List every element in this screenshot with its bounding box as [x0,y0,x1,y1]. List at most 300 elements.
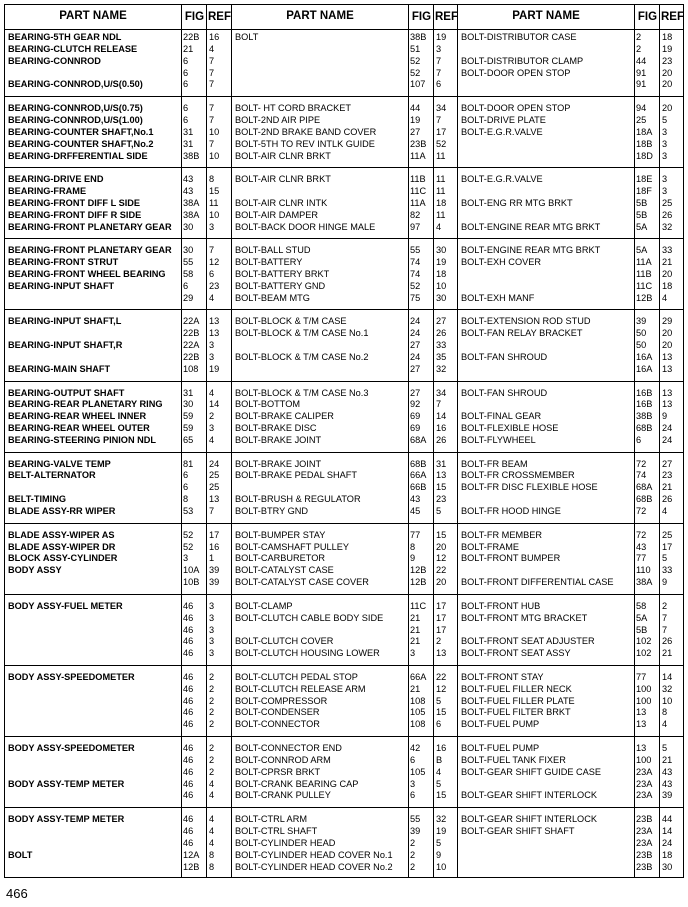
group-divider [232,665,458,666]
table-row [232,742,458,754]
parts-column-3 [457,5,684,877]
fig-number: 58 [183,269,194,279]
part-name: BODY ASSY-SPEEDOMETER [8,743,135,753]
ref-number: 6 [209,269,215,279]
ref-number: 17 [436,126,447,137]
ref-number: 13 [662,351,673,362]
group-divider [5,381,231,382]
part-name: BOLT-CLUTCH COVER [235,636,334,647]
column-header [232,5,458,30]
ref-number: 4 [662,719,668,730]
part-name: BOLT-BTRY GND [235,506,309,516]
fig-number: 46 [183,825,194,836]
ref-number: 44 [662,814,673,825]
table-row [5,706,231,718]
parts-column-1 [5,5,231,877]
fig-number: 66A [410,671,427,682]
group-divider [458,167,684,168]
ref-number: 15 [436,790,447,801]
part-name: BOLT-ENGINE REAR MTG BRKT [461,221,601,232]
group-divider [458,807,684,808]
table-row [5,292,231,304]
ref-number: 29 [662,316,673,327]
ref-number: 7 [209,138,215,149]
ref-number: 13 [209,494,220,505]
table-row [232,398,458,410]
part-name: BOLT-FAN SHROUD [461,387,548,398]
table-row [5,327,231,339]
fig-number: 110 [636,565,651,576]
ref-number: 4 [209,387,215,398]
part-name: BOLT-BACK DOOR HINGE MALE [235,221,376,232]
table-row [5,280,231,292]
table-row [232,256,458,268]
ref-number: 21 [662,648,673,659]
table-row [5,789,231,801]
part-name: BOLT-BALL STUD [235,245,311,256]
fig-number: 6 [183,55,189,66]
part-name: BOLT-AIR CLNR INTK [235,197,328,208]
fig-number: 65 [183,434,194,445]
part-name: BODY ASSY [8,565,62,576]
ref-number: 3 [662,186,668,197]
part-name: BEARING-OUTPUT SHAFT [8,387,125,398]
group-divider [458,736,684,737]
part-name: BOLT-FUEL FILLER NECK [461,683,572,694]
group-divider [232,309,458,310]
table-row [5,268,231,280]
fig-number: 91 [636,79,647,90]
table-row [458,363,684,375]
table-row [5,422,231,434]
ref-number: 17 [662,541,673,552]
group-divider [458,238,684,239]
part-name: BOLT-FRONT MTG BRACKET [461,612,588,623]
part-name: BOLT-FAN RELAY BRACKET [461,328,583,339]
table-row [5,505,231,517]
table-row [458,410,684,422]
column-header [458,5,684,30]
table-row [232,813,458,825]
table-row [232,138,458,150]
table-row [5,67,231,79]
fig-number: 6 [410,754,416,765]
ref-number: 11 [436,174,446,185]
part-name: BOLT-FRONT SEAT ASSY [461,648,571,659]
table-row [5,541,231,553]
fig-number: 46 [183,790,194,801]
part-name: BOLT-FUEL PUMP [461,743,540,753]
part-name: BEARING-FRAME [8,186,87,197]
fig-number: 46 [183,671,194,682]
fig-number: 30 [183,245,194,256]
table-row [5,126,231,138]
table-row [5,529,231,541]
fig-number: 23A [636,790,653,801]
part-name: BOLT-EXTENSION ROD STUD [461,316,591,327]
part-name: BOLT-FRONT SEAT ADJUSTER [461,636,595,647]
fig-header: FIG [181,5,207,29]
ref-number: 3 [662,138,668,149]
table-row [232,280,458,292]
ref-number: 3 [209,600,215,611]
ref-number: 22 [436,671,447,682]
table-row [232,647,458,659]
table-row [458,31,684,43]
table-row [232,126,458,138]
fig-number: 5B [636,624,648,635]
ref-number: 2 [662,600,668,611]
ref-number: 4 [209,43,215,54]
fig-number: 100 [636,683,652,694]
table-row [232,529,458,541]
table-row [458,529,684,541]
table-row [458,778,684,790]
ref-number: 24 [662,434,673,445]
part-name: BOLT-FRONT BUMPER [461,553,561,564]
group-divider [458,452,684,453]
table-row [5,612,231,624]
group-divider [458,523,684,524]
part-name: BOLT-CONDENSER [235,707,320,718]
ref-number: 4 [436,221,442,232]
ref-number: 6 [436,79,442,90]
ref-number: 15 [436,529,447,540]
ref-number: 20 [662,67,673,78]
part-name: BOLT-CLUTCH CABLE BODY SIDE [235,612,384,623]
part-name: BEARING-DRFFERENTIAL SIDE [8,150,148,161]
table-row [458,552,684,564]
table-row [458,292,684,304]
ref-number: 16 [436,743,447,753]
fig-number: 72 [636,506,647,516]
table-row [232,505,458,517]
table-row [458,458,684,470]
table-row [232,552,458,564]
part-name: BOLT-GEAR SHIFT GUIDE CASE [461,766,602,777]
fig-number: 102 [636,636,652,647]
fig-number: 77 [636,553,647,564]
fig-number: 75 [410,292,421,303]
table-row [458,150,684,162]
group-divider [232,452,458,453]
table-row [5,754,231,766]
part-name: BOLT-BRAKE PEDAL SHAFT [235,470,358,481]
fig-number: 46 [183,719,194,730]
fig-number: 66A [410,470,427,481]
fig-number: 21 [183,43,194,54]
ref-number: 30 [436,245,447,256]
fig-number: 18A [636,126,653,137]
part-name: BOLT [8,849,33,860]
table-row [5,778,231,790]
table-row [232,849,458,861]
table-row [5,150,231,162]
fig-number: 66B [410,482,427,493]
fig-number: 108 [410,695,426,706]
part-name: BOLT-DISTRIBUTOR CLAMP [461,55,584,66]
part-name: BOLT-ENGINE REAR MTG BRKT [461,245,601,256]
table-row [458,138,684,150]
table-row [232,410,458,422]
ref-number: 7 [436,55,442,66]
ref-number: 1 [209,553,215,564]
ref-number: 3 [209,340,215,351]
fig-number: 23A [636,837,653,848]
ref-number: 4 [209,434,215,445]
part-name: BOLT-DOOR OPEN STOP [461,103,571,114]
group-divider [232,523,458,524]
fig-number: 52 [183,529,194,540]
ref-number: 18 [662,849,673,860]
part-name-header: PART NAME [59,10,127,22]
part-name: BOLT-FR HOOD HINGE [461,506,561,516]
fig-number: 5A [636,612,648,623]
part-name-header: PART NAME [512,10,580,22]
part-name: BOLT-FUEL TANK FIXER [461,754,566,765]
table-row [232,268,458,280]
fig-number: 92 [410,399,421,410]
part-name: BEARING-CONNROD,U/S(0.75) [8,103,143,114]
group-divider [232,96,458,97]
table-row [232,789,458,801]
fig-number: 8 [410,541,416,552]
ref-number: 33 [436,340,447,351]
ref-number: 3 [209,648,215,659]
ref-number: 43 [662,766,673,777]
fig-number: 2 [636,43,642,54]
fig-number: 39 [636,316,647,327]
ref-number: 17 [436,612,447,623]
table-row [5,813,231,825]
fig-number: 39 [410,825,421,836]
table-row [232,564,458,576]
fig-number: 74 [410,257,421,268]
ref-number: 18 [436,269,447,279]
part-name: BOLT-CARBURETOR [235,553,326,564]
ref-number: 20 [662,103,673,114]
ref-number: 4 [662,506,668,516]
fig-number: 38A [183,209,200,220]
table-row [232,351,458,363]
table-row [5,718,231,730]
table-row [232,422,458,434]
fig-number: 23A [636,778,653,789]
fig-number: 27 [410,387,421,398]
fig-number: 29 [183,292,194,303]
ref-number: 8 [209,849,215,860]
ref-number: 26 [662,209,673,220]
ref-number: 24 [209,458,220,469]
ref-number: 14 [662,671,673,682]
fig-number: 107 [410,79,426,90]
table-row [458,102,684,114]
fig-number: 2 [636,32,642,42]
part-name: BEARING-CONNROD,U/S(1.00) [8,114,143,125]
fig-number: 3 [183,553,189,564]
part-name: BOLT-CATALYST CASE [235,565,334,576]
fig-number: 9 [410,553,416,564]
table-row [232,766,458,778]
part-name: BOLT-FAN SHROUD [461,351,548,362]
ref-number: 13 [209,316,220,327]
fig-number: 11C [410,600,427,611]
part-name: BOLT-COMPRESSOR [235,695,328,706]
table-row [5,849,231,861]
ref-number: 33 [662,245,673,256]
fig-number: 5B [636,209,648,220]
fig-number: 53 [183,506,194,516]
table-row [232,363,458,375]
fig-number: 46 [183,636,194,647]
table-row [458,576,684,588]
part-name: BOLT-BUMPER STAY [235,529,326,540]
fig-number: 102 [636,648,652,659]
part-name: BOLT-FRONT HUB [461,600,541,611]
fig-number: 22A [183,316,200,327]
table-row [458,209,684,221]
part-name: BOLT-CATALYST CASE COVER [235,577,369,588]
ref-number: 26 [662,494,673,505]
ref-number: 13 [662,399,673,410]
fig-number: 27 [410,126,421,137]
fig-number: 55 [410,245,421,256]
table-row [232,78,458,90]
group-divider [5,523,231,524]
table-row [5,43,231,55]
part-name: BOLT-CRANK BEARING CAP [235,778,359,789]
fig-number: 12B [410,577,427,588]
ref-number: 13 [436,470,447,481]
group-divider [232,167,458,168]
fig-number: 77 [636,671,647,682]
ref-number: 34 [436,103,447,114]
part-name: BOLT-FUEL FILLER PLATE [461,695,575,706]
table-row [5,837,231,849]
part-name: BOLT- HT CORD BRACKET [235,103,352,114]
fig-number: 16A [636,363,653,374]
ref-number: 4 [209,778,215,789]
ref-number: 52 [436,138,447,149]
table-row [232,861,458,873]
table-row [458,505,684,517]
fig-number: 58 [636,600,647,611]
fig-number: 6 [183,482,189,493]
table-row [5,387,231,399]
ref-number: 39 [662,790,673,801]
fig-number: 23B [636,814,653,825]
table-row [458,825,684,837]
fig-number: 68B [636,423,653,434]
table-row [5,256,231,268]
part-name: BEARING-FRONT WHEEL BEARING [8,269,166,279]
group-divider [5,309,231,310]
fig-number: 94 [636,103,647,114]
part-name: BLADE ASSY-WIPER DR [8,541,116,552]
part-name: BEARING-INPUT SHAFT [8,280,115,291]
part-name: BEARING-VALVE TEMP [8,458,111,469]
table-row [458,695,684,707]
fig-number: 46 [183,612,194,623]
ref-number: 25 [662,529,673,540]
ref-number: 2 [209,695,215,706]
part-name: BEARING-REAR WHEEL OUTER [8,423,150,434]
part-name: BOLT-CPRSR BRKT [235,766,321,777]
part-name: BELT-TIMING [8,494,67,505]
part-name: BOLT-AIR CLNR BRKT [235,174,331,185]
part-name: BODY ASSY-FUEL METER [8,600,123,611]
table-row [458,43,684,55]
fig-number: 50 [636,340,647,351]
table-row [458,849,684,861]
ref-number: 7 [662,624,668,635]
ref-number: 23 [436,494,447,505]
group-divider [458,309,684,310]
ref-number: 20 [436,577,447,588]
table-row [458,766,684,778]
table-row [458,647,684,659]
parts-table [4,4,684,878]
fig-number: 46 [183,707,194,718]
fig-number: 38A [636,577,653,588]
table-row [458,185,684,197]
table-row [458,126,684,138]
part-name: BOLT-CONNROD ARM [235,754,331,765]
ref-number: 5 [436,506,442,516]
fig-number: 44 [410,103,421,114]
ref-number: 5 [436,837,442,848]
fig-number: 16B [636,387,653,398]
part-name: BOLT-2ND BRAKE BAND COVER [235,126,377,137]
fig-number: 5A [636,221,648,232]
ref-number: 11 [436,209,446,220]
table-row [5,624,231,636]
fig-number: 3 [410,778,416,789]
table-row [232,197,458,209]
table-row [232,292,458,304]
part-name: BOLT-BRAKE JOINT [235,434,322,445]
part-name: BLADE ASSY-WIPER AS [8,529,115,540]
fig-number: 55 [183,257,194,268]
fig-number: 21 [410,636,421,647]
table-row [458,837,684,849]
ref-number: 2 [436,636,442,647]
part-name: BOLT-BRAKE DISC [235,423,317,434]
part-name: BEARING-FRONT DIFF L SIDE [8,197,141,208]
table-row [232,612,458,624]
part-name: BOLT-FR MEMBER [461,529,542,540]
ref-header: REF [206,5,232,29]
fig-number: 100 [636,754,652,765]
table-row [458,564,684,576]
fig-number: 22B [183,328,200,339]
table-row [232,55,458,67]
ref-number: 13 [662,363,673,374]
fig-number: 11B [636,269,652,279]
parts-column-2 [231,5,458,877]
part-name: BOLT-AIR CLNR BRKT [235,150,331,161]
ref-number: 11 [436,186,446,197]
ref-number: B [436,754,443,765]
table-row [458,422,684,434]
fig-number: 81 [183,458,194,469]
ref-number: 21 [662,754,673,765]
part-name: BOLT-BLOCK & T/M CASE No.3 [235,387,369,398]
fig-number: 105 [410,766,426,777]
table-row [458,754,684,766]
ref-number: 17 [436,600,447,611]
ref-number: 5 [662,114,668,125]
